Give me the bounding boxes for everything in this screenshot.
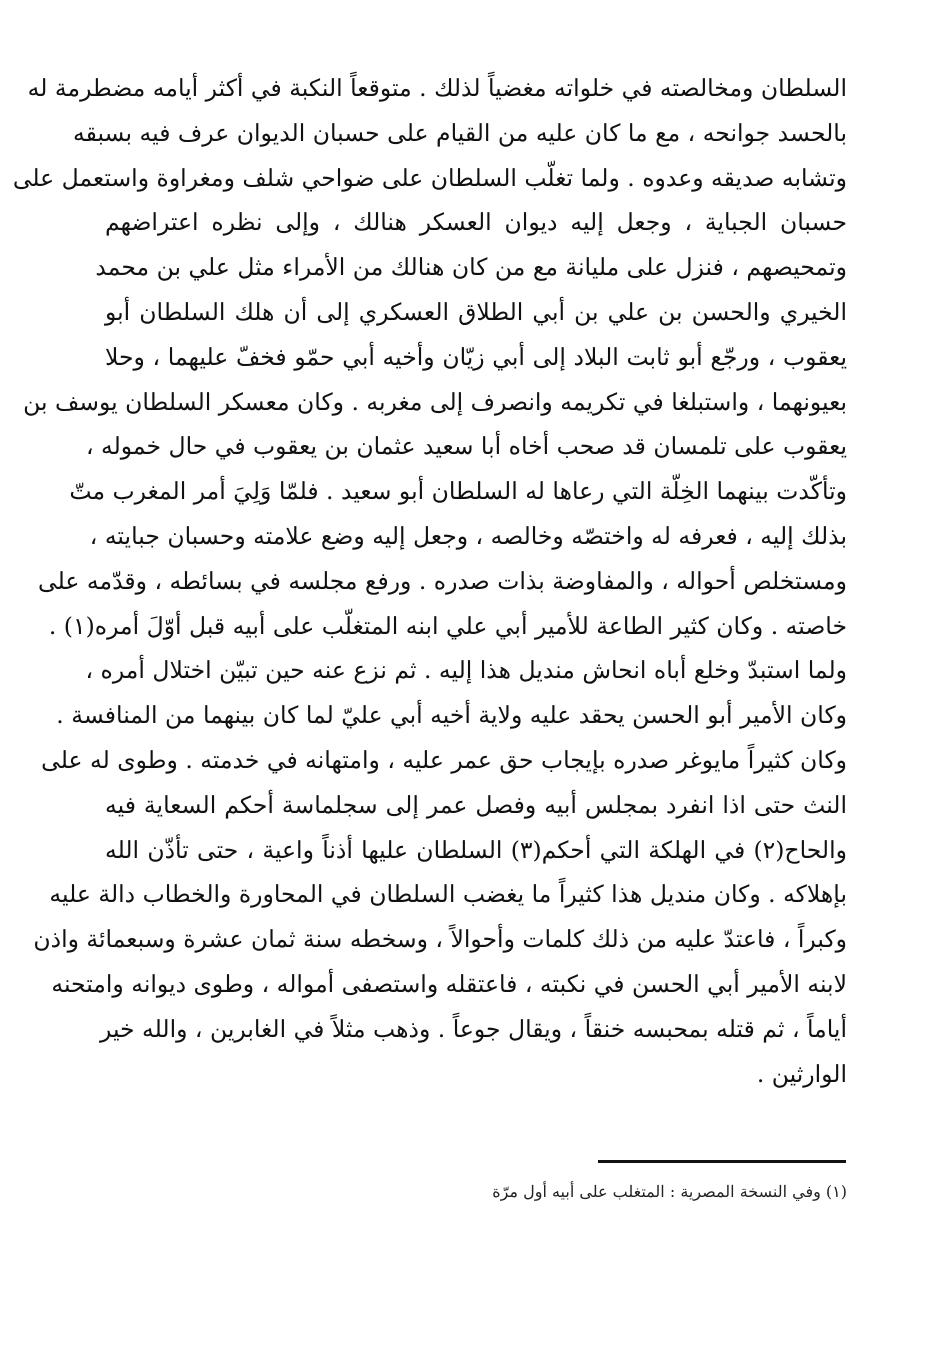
text-line: بالحسد جوانحه ، مع ما كان عليه من القيام على حسبان الديوان عرف فيه بسبقه [72, 118, 847, 147]
text-line: يعقوب على تلمسان قد صحب أخاه أبا سعيد عثمان بن يعقوب في حال خموله ، [85, 432, 847, 461]
text-line: يعقوب ، ورجّع أبو ثابت البلاد إلى أبي زيّان وأخيه أبي حمّو فخفّ عليهما ، وحلا [105, 342, 847, 371]
text-line: خاصته . وكان كثير الطاعة للأمير أبي علي ابنه المتغلّب على أبيه قبل أوّلَ أمره(١) . [48, 611, 847, 640]
text-line: بعيونهما ، واستبلغا في تكريمه وانصرف إلى مغربه . وكان معسكر السلطان يوسف بن [23, 387, 847, 416]
text-line: والحاح(٢) في الهلكة التي أحكم(٣) السلطان عليها أذناً واعية ، حتى تأذّن الله [105, 835, 847, 864]
text-line: ولما استبدّ وخلع أباه انحاش منديل هذا إليه . ثم نزع عنه حين تبيّن اختلال أمره ، [85, 656, 847, 685]
footnote-separator [598, 1160, 846, 1163]
text-line: النث حتى اذا انفرد بمجلس أبيه وفصل عمر إلى سجلماسة أحكم السعاية فيه [105, 790, 847, 819]
text-line: السلطان ومخالصته في خلواته مغضياً لذلك . متوقعاً النكبة في أكثر أيامه مضطرمة له [27, 74, 847, 102]
text-line: لابنه الأمير أبي الحسن في نكبته ، فاعتقله واستصفى أمواله ، وطوى ديوانه وامتحنه [51, 969, 847, 998]
text-line: حسبان الجباية ، وجعل إليه ديوان العسكر هنالك ، وإلى نظره اعتراضهم [105, 208, 847, 237]
text-line: وتمحيصهم ، فنزل على مليانة مع من كان هنالك من الأمراء مثل علي بن محمد [95, 253, 847, 282]
text-line: بذلك إليه ، فعرفه له واختصّه وخالصه ، وجعل إليه وضع علامته وحسبان جبايته ، [89, 521, 847, 550]
text-line: وكان كثيراً مايوغر صدره بإيجاب حق عمر عليه ، وامتهانه في خدمته . وطوى له على [41, 745, 847, 774]
text-line: وتأكّدت بينهما الخِلّة التي رعاها له السلطان أبو سعيد . فلمّا وَلِيَ أمر المغرب متّ [69, 477, 847, 506]
text-line: الخيري والحسن بن علي بن أبي الطلاق العسكري إلى أن هلك السلطان أبو [105, 297, 847, 326]
text-line: أياماً ، ثم قتله بمحبسه خنقاً ، ويقال جوعاً . وذهب مثلاً في الغابرين ، والله خير [99, 1014, 847, 1043]
text-line: وكان الأمير أبو الحسن يحقد عليه ولاية أخيه أبي عليّ لما كان بينهما من المنافسة . [56, 701, 847, 730]
main-text [12, 66, 847, 1096]
text-line: الوارثين . [756, 1059, 847, 1088]
text-line: وتشابه صديقه وعدوه . ولما تغلّب السلطان على ضواحي شلف ومغراوة واستعمل على [12, 163, 847, 192]
text-line: وكبراً ، فاعتدّ عليه من ذلك كلمات وأحوالاً ، وسخطه سنة ثمان عشرة وسبعمائة واذن [33, 925, 847, 954]
text-line: ومستخلص أحواله ، والمفاوضة بذات صدره . ورفع مجلسه في بسائطه ، وقدّمه على [38, 566, 847, 595]
text-line: بإهلاكه . وكان منديل هذا كثيراً ما يغضب السلطان في المحاورة والخطاب دالة عليه [49, 880, 847, 909]
footnote: (١) وفي النسخة المصرية : المتغلب على أبيه أول مرّة [492, 1182, 847, 1201]
